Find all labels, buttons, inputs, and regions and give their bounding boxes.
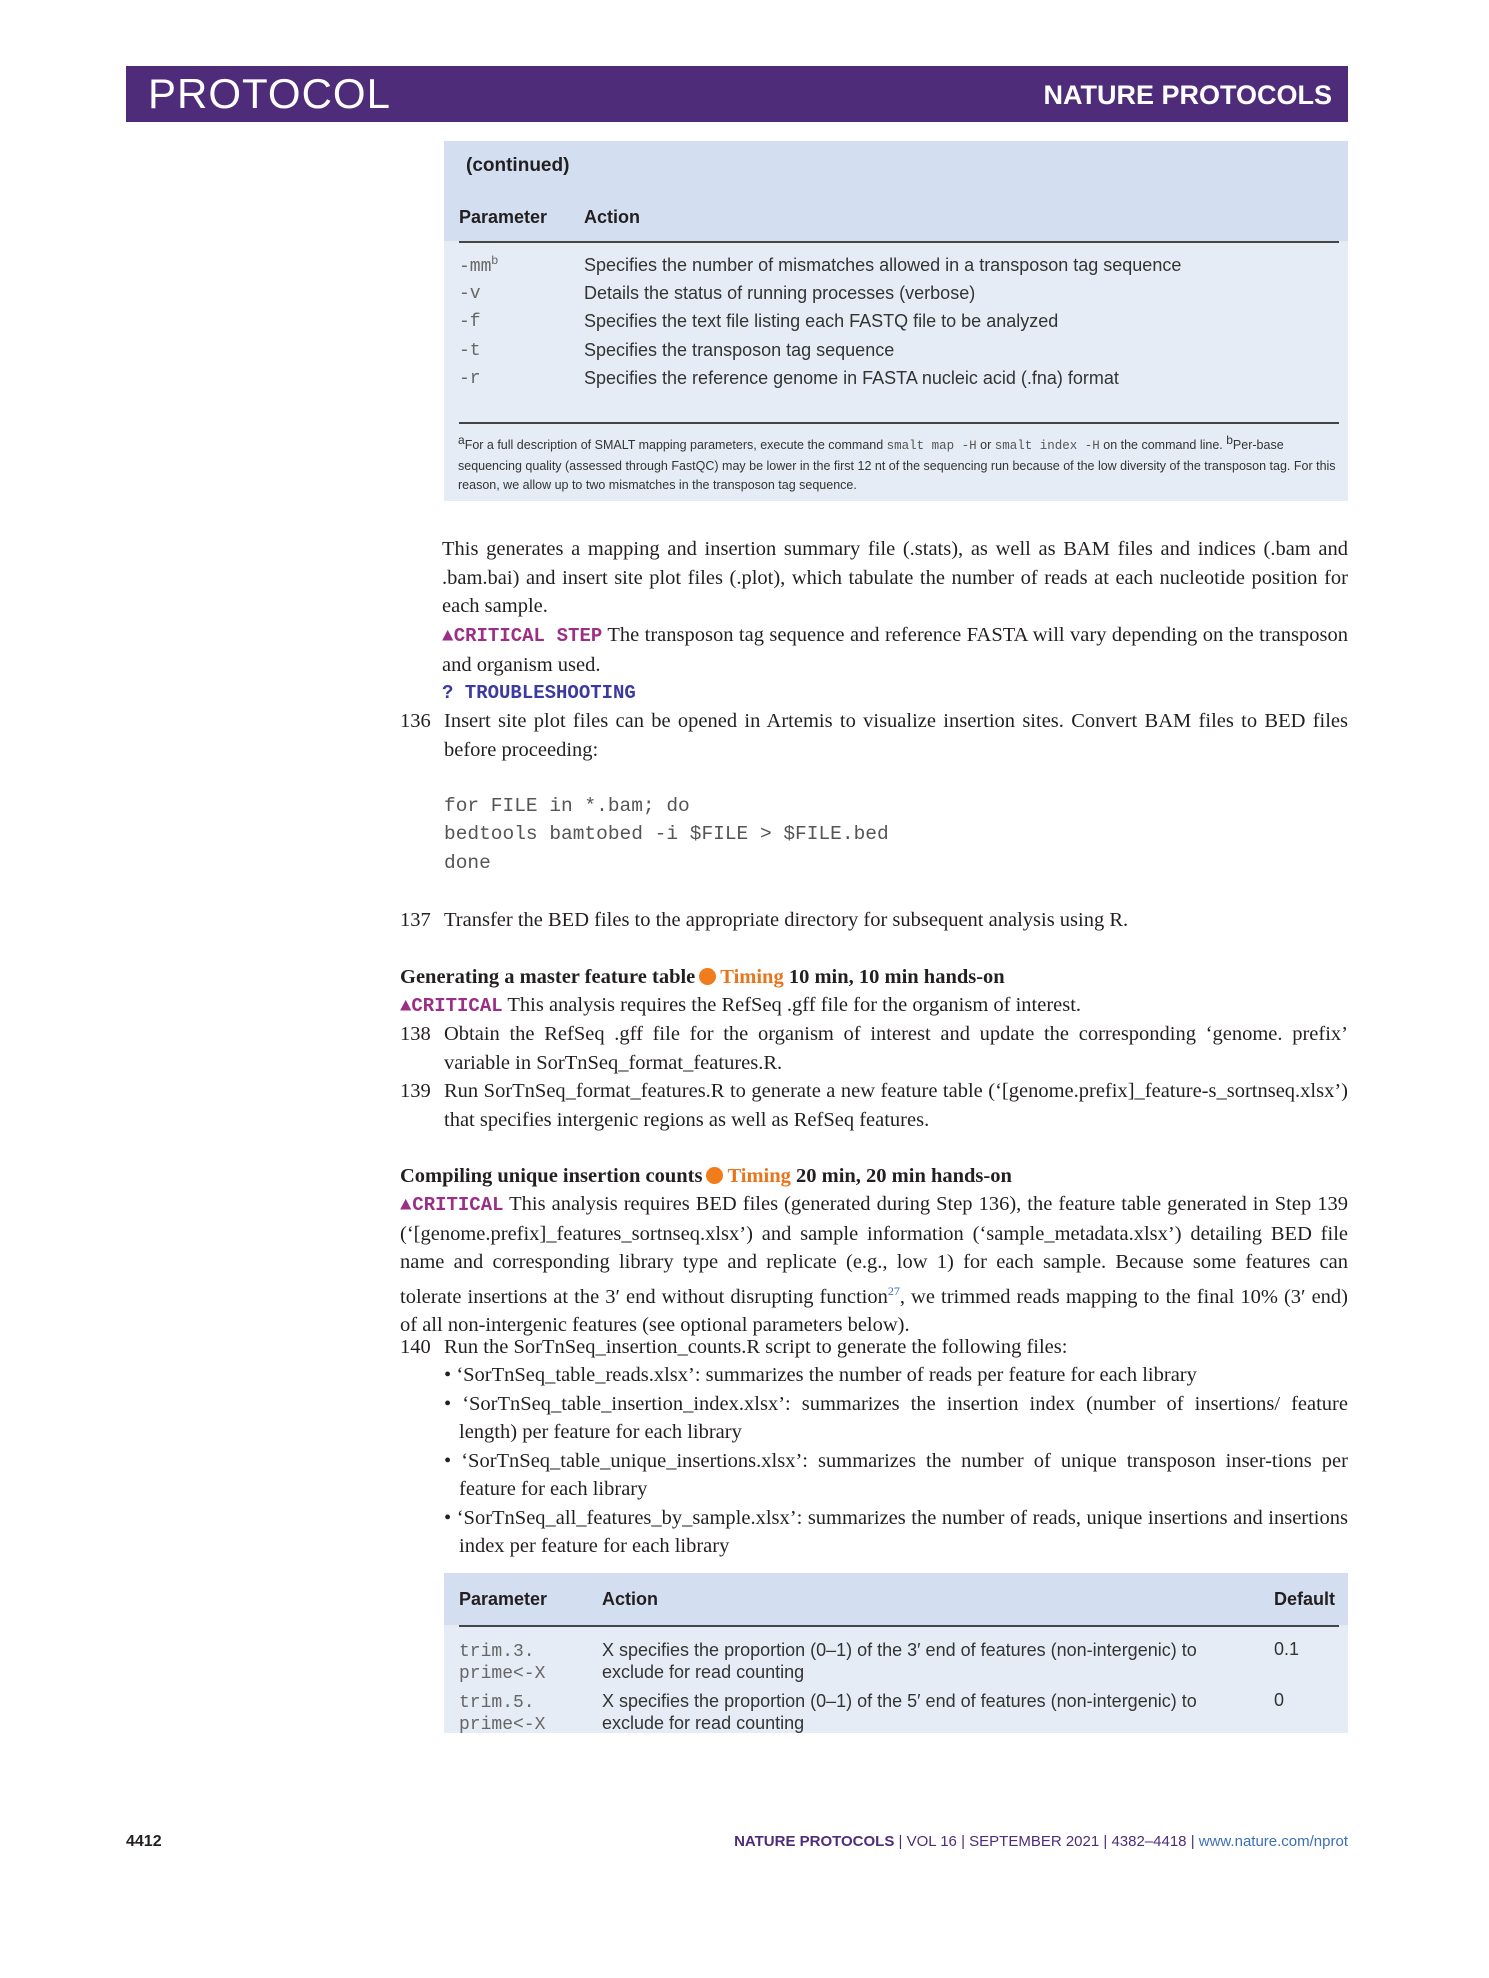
step-138-text: Obtain the RefSeq .gff file for the organism of interest and update the corresponding ‘genome. prefix’ variable in SorTnSeq_format_features.R. [444, 1023, 1348, 1074]
step-136-text: Insert site plot files can be opened in Artemis to visualize insertion sites. Convert BAM files to BED files before proceeding: [444, 710, 1348, 761]
step-139-text: Run SorTnSeq_format_features.R to generate a new feature table (‘[genome.prefix]_feature-s_sortnseq.xlsx’) that specifies intergenic regions as well as RefSeq features. [444, 1080, 1348, 1131]
step-number: 138 [400, 1023, 431, 1045]
param-cell: -r [459, 369, 481, 389]
param-cell: -t [459, 341, 481, 361]
header-rule [459, 1625, 1339, 1627]
param-cell: -f [459, 312, 481, 332]
list-item: • ‘SorTnSeq_table_reads.xlsx’: summarizes the number of reads per feature for each library [444, 1364, 1197, 1386]
col-header-action: Action [584, 207, 640, 227]
list-item: • ‘SorTnSeq_table_unique_insertions.xlsx’: summarizes the number of unique transposon inser-tions per feature for each library [444, 1449, 1348, 1500]
timing-dot-icon [706, 1167, 723, 1184]
param-cell: $-mm^b$ [459, 253, 499, 277]
list-item: • ‘SorTnSeq_all_features_by_sample.xlsx’: summarizes the number of reads, unique insertions and insertions index per feature for each library [444, 1506, 1348, 1557]
code-line: done [444, 852, 491, 874]
action-cell: X specifies the proportion (0–1) of the 5′ end of features (non-intergenic) to exclude for read counting [602, 1691, 1197, 1733]
action-cell: X specifies the proportion (0–1) of the 3′ end of features (non-intergenic) to exclude for read counting [602, 1640, 1197, 1682]
journal-name: NATURE PROTOCOLS [1043, 80, 1332, 110]
col-header-default: Default [1274, 1589, 1336, 1609]
optional-parameter-table [444, 1573, 1348, 1733]
timing-dot-icon [699, 968, 716, 985]
param-cell: trim.5. prime<-X [459, 1693, 546, 1735]
step-number: 139 [400, 1080, 431, 1102]
col-header-parameter: Parameter [459, 207, 548, 227]
header-rule [459, 241, 1339, 243]
param-cell: -v [459, 284, 481, 304]
action-cell: Details the status of running processes (verbose) [584, 283, 976, 303]
footer-rule [459, 422, 1339, 424]
list-item: • ‘SorTnSeq_table_insertion_index.xlsx’: summarizes the insertion index (number of insertions/ feature length) per feature for each library [444, 1392, 1348, 1443]
step-number: 140 [400, 1336, 431, 1358]
action-cell: Specifies the text file listing each FASTQ file to be analyzed [584, 311, 1059, 331]
param-cell: trim.3. prime<-X [459, 1642, 546, 1684]
page-number: 4412 [126, 1833, 162, 1850]
code-line: bedtools bamtobed -i $FILE > $FILE.bed [444, 823, 889, 845]
action-cell: Specifies the reference genome in FASTA nucleic acid (.fna) format [584, 368, 1119, 388]
step-140-text: Run the SorTnSeq_insertion_counts.R script to generate the following files: [444, 1336, 1068, 1358]
step-137-text: Transfer the BED files to the appropriate directory for subsequent analysis using R. [444, 909, 1129, 931]
step-135-paragraph: This generates a mapping and insertion summary file (.stats), as well as BAM files and indices (.bam and .bam.bai) and insert site plot files (.plot), which tabulate the number of reads at each nucleotide position for each sample. [442, 538, 1348, 617]
code-line: for FILE in *.bam; do [444, 795, 690, 817]
table-continued-label: (continued) [466, 155, 570, 176]
parameter-table-continued [444, 141, 1348, 501]
section-label: PROTOCOL [148, 70, 391, 117]
section-heading-feature-table: Generating a master feature table Timing 10 min, 10 min hands-on [400, 966, 1005, 988]
journal-header-bar [126, 66, 1348, 122]
critical-note: ▲CRITICAL This analysis requires the RefSeq .gff file for the organism of interest. [400, 994, 1082, 1017]
action-cell: Specifies the transposon tag sequence [584, 340, 895, 360]
step-number: 136 [400, 710, 431, 732]
section-heading-insertion-counts: Compiling unique insertion counts Timing 20 min, 20 min hands-on [400, 1165, 1012, 1187]
critical-step-note: ▲CRITICAL STEP The transposon tag sequence and reference FASTA will vary depending on the transposon and organism used. [442, 624, 1348, 676]
col-header-action: Action [602, 1589, 658, 1609]
footer-citation: NATURE PROTOCOLS | VOL 16 | SEPTEMBER 2021 | 4382–4418 | www.nature.com/nprot [734, 1833, 1348, 1850]
journal-url-link[interactable]: www.nature.com/nprot [1198, 1833, 1348, 1850]
default-cell: 0.1 [1274, 1639, 1300, 1659]
default-cell: 0 [1274, 1690, 1285, 1710]
table-header-band [444, 1573, 1348, 1625]
bullet-list [444, 1361, 1348, 1561]
troubleshooting-link[interactable]: ? TROUBLESHOOTING [442, 682, 636, 704]
action-cell: Specifies the number of mismatches allowed in a transposon tag sequence [584, 255, 1182, 275]
col-header-parameter: Parameter [459, 1589, 548, 1609]
step-number: 137 [400, 909, 431, 931]
table-header-band [444, 141, 1348, 241]
table-footnote: $^a$For a full description of SMALT mapping parameters, execute the command smalt map -H or smalt index -H on the command line. $^b$Per-base sequencing quality (assessed through FastQC) may be lower in the first 12 nt of the sequencing run because of the low diversity of the transposon tag. For this reason, we allow up to two mismatches in the transposon tag sequence. [458, 433, 1336, 493]
critical-note: ▲CRITICAL This analysis requires BED files (generated during Step 136), the feature table generated in Step 139 (‘[genome.prefix]_features_sortnseq.xlsx’) and sample information (‘sample_metadata.xlsx’) detailing BED file name and corresponding library type and replicate (e.g., low 1) for each sample. Because some features can tolerate insertions at the 3′ end without disrupting function$^{27}$, we trimmed reads mapping to the final 10% (3′ end) of all non-intergenic features (see optional parameters below). [400, 1193, 1348, 1336]
